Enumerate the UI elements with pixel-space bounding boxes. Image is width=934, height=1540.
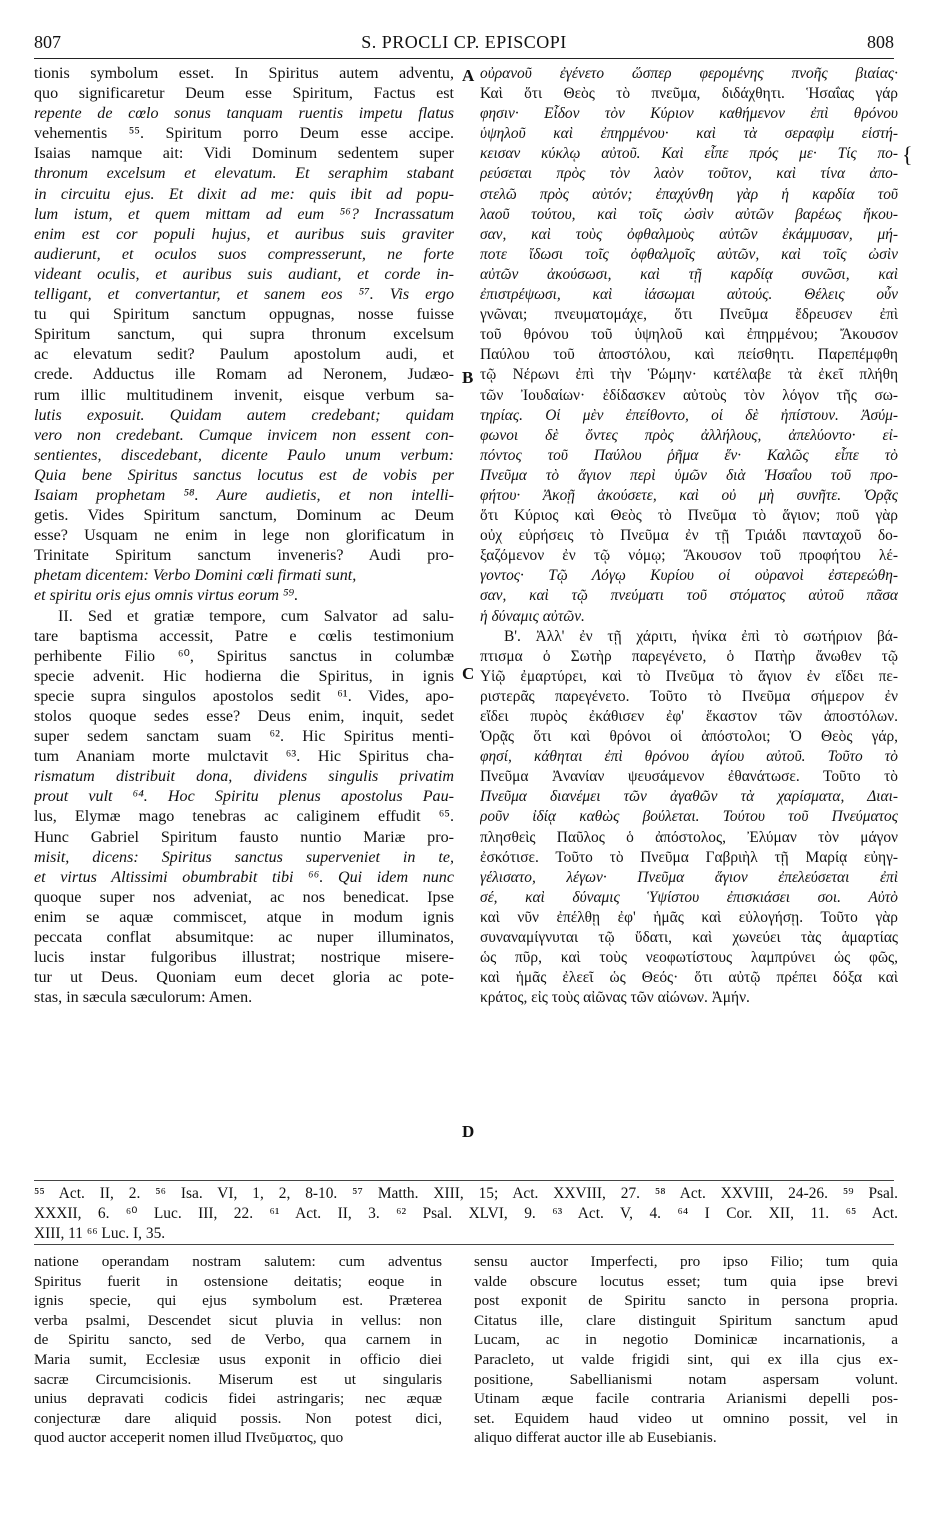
- latin-text-line: in circuitu ejus. Et dixit ad me: quis ibit ad popu-: [34, 185, 454, 203]
- greek-text-line: τοῦ θρόνου τοῦ ὑψηλοῦ καὶ ἐπηρμένου; Ἄκουσον: [480, 326, 898, 344]
- latin-text-line: Isaias namque ait: Vidi Dominum sedentem super: [34, 145, 454, 163]
- latin-text-line: specie supra singulos apostolos sedit ⁶¹. Vides, apo-: [34, 687, 454, 705]
- note-line: Lucam, ac in negotio Dominicæ incarnationis, a: [474, 1331, 898, 1349]
- greek-text-line: πλησθεὶς Παῦλος ὁ ἀπόστολος, Ἐλύμαν τὸν μάγον: [480, 828, 898, 846]
- latin-text-line: rum illic multitudinem invenit, eisque verbum sa-: [34, 386, 454, 404]
- greek-text-line: ὑψηλοῦ καὶ ἐπηρμένου· καὶ τὰ σεραφὶμ εἱστή-: [480, 125, 898, 143]
- note-line: Maria sumit, Ecclesiæ usus exponit in officio diei: [34, 1350, 442, 1368]
- greek-text-line: ὡς πῦρ, καὶ τοὺς νεοφωτίστους λαμπρύνει ὡς φῶς,: [480, 949, 898, 967]
- notes-left-column: [34, 1252, 442, 1448]
- greek-text-line: φησιν· Εἶδον τὸν Κύριον καθήμενον ἐπὶ θρόνου: [480, 105, 898, 123]
- greek-text-line: ἡ δύναμις αὐτῶν.: [480, 607, 585, 625]
- latin-text-line: ac elevatum sedit? Paulum apostolum audi, et: [34, 346, 454, 364]
- latin-text-line: tur ut Deus. Quoniam eum decet gloria ac pote-: [34, 969, 454, 987]
- latin-text-line: II. Sed et gratiæ tempore, cum Salvator ad salu-: [58, 607, 454, 625]
- greek-text-line: αὐτῶν ἀκούσωσι, καὶ τῇ καρδίᾳ συνῶσι, καὶ: [480, 265, 898, 283]
- greek-text-line: τῷ Νέρωνι ἐπὶ τὴν Ῥώμην· κατέλαβε τὰ ἐκεῖ πλήθη: [480, 366, 898, 384]
- note-line: verba psalmi, Descendet sicut pluvia in vellus: non: [34, 1311, 442, 1329]
- greek-text-line: στελῶ πρὸς αὐτόν; ἐπαχύνθη γὰρ ἡ καρδία τοῦ: [480, 185, 898, 203]
- greek-text-line: οὐρανοῦ ἐγένετο ὥσπερ φερομένης πνοῆς βιαίας·: [480, 65, 898, 82]
- greek-text-line: Καὶ ὅτι Θεὸς τὸ πνεῦμα, διδάχθητι. Ἡσαΐας γάρ: [480, 85, 898, 103]
- latin-text-line: phetam dicentem: Verbo Domini cœli firmati sunt,: [34, 567, 357, 585]
- greek-text-line: πτισμα ὁ Σωτὴρ παρεγένετο, ὁ Πατὴρ ἄνωθεν τῷ: [480, 647, 898, 665]
- footnote-line: XIII, 11 ⁶⁶ Luc. I, 35.: [34, 1225, 166, 1242]
- greek-text-line: φήτου· Ἀκοῇ ἀκούσετε, καὶ οὐ μὴ συνῆτε. Ὁρᾷς: [480, 486, 898, 504]
- note-line: valde obscure locutus esset; tum quia ipse brevi: [474, 1272, 898, 1290]
- latin-text-line: et virtus Altissimi obumbrabit tibi ⁶⁶. Qui idem nunc: [34, 868, 454, 886]
- greek-text-line: Β'. Ἀλλ' ἐν τῇ χάριτι, ἡνίκα ἐπὶ τὸ σωτήριον βά-: [504, 627, 898, 645]
- margin-brace: {: [902, 142, 913, 167]
- greek-text-line: Πνεῦμα τὸ ἅγιον περὶ ὑμῶν διὰ Ἡσαΐου τοῦ προ-: [480, 466, 898, 484]
- margin-letter-c: C: [462, 664, 475, 683]
- margin-letter-d: D: [462, 1122, 475, 1141]
- greek-text-line: ἐπιστρέψωσι, καὶ ἰάσωμαι αὐτούς. Θέλεις οὖν: [480, 286, 898, 304]
- note-line: positione, Sabellianismi notam aspersam volunt.: [474, 1370, 898, 1388]
- latin-text-line: stas, in sæcula sæculorum: Amen.: [34, 989, 253, 1007]
- latin-text-line: lucis instar fulgoribus illustrat; nostrique misere-: [34, 949, 454, 967]
- greek-text-line: καὶ νῦν ἐπέλθῃ ἐφ' ἡμᾶς καὶ εὐλογήσῃ. Τοῦτο γὰρ: [480, 908, 898, 926]
- greek-text-line: Υἱῷ ἐμαρτύρει, καὶ τὸ Πνεῦμα τὸ ἅγιον ἐν εἴδει πε-: [480, 667, 898, 685]
- latin-text-line: enim se aquæ commiscet, atque in modum ignis: [34, 908, 454, 926]
- latin-text-line: thronum excelsum et elevatum. Et seraphim stabant: [34, 165, 454, 183]
- latin-text-line: quo significaretur Deum esse Spiritum, Factus est: [34, 85, 454, 103]
- footnote-line: XXXII, 6. ⁶⁰ Luc. III, 22. ⁶¹ Act. II, 3. ⁶² Psal. XLVI, 9. ⁶³ Act. V, 4. ⁶⁴ I Cor. XII, 11. ⁶⁵ Act.: [34, 1205, 898, 1222]
- greek-text-line: πόντος τοῦ Παύλου ῥῆμα ἕν· Καλῶς εἶπε τὸ: [480, 446, 898, 464]
- latin-text-line: Hunc Gabriel Spiritum fausto nuntio Mariæ pro-: [34, 828, 454, 846]
- greek-text-line: ρεύσεται πρὸς τὸν λαὸν τοῦτον, καὶ τίνα ἀπο-: [480, 165, 898, 183]
- header-rule: [34, 58, 894, 59]
- latin-text-line: lutis exposuit. Quidam autem credebant; quidam: [34, 406, 454, 424]
- latin-text-line: sentientes, discedebant, dicente Paulo unum verbum:: [34, 446, 454, 464]
- greek-text-line: Πνεῦμα διανέμει τῶν ἀγαθῶν τὰ χαρίσματα, Διαι-: [480, 788, 898, 806]
- latin-text-line: et spiritu oris ejus omnis virtus eorum ⁵⁹.: [34, 587, 299, 605]
- latin-text-line: misit, dicens: Spiritus sanctus superveniet in te,: [34, 848, 454, 866]
- greek-text-line: σαν, καὶ τῷ πνεύματι τοῦ στόματος αὐτοῦ πᾶσα: [480, 587, 898, 605]
- latin-text-line: repente de cœlo sonus tanquam ruentis impetu flatus: [34, 105, 454, 123]
- latin-text-line: videant oculis, et auribus suis audiant, et corde in-: [34, 265, 454, 283]
- greek-text-line: οὐχ εὑρήσεις τὸ Πνεῦμα ἐν τῇ Τριάδι πανταχοῦ δο-: [480, 527, 898, 545]
- page-header: [34, 32, 894, 56]
- note-line: sensu auctor Imperfecti, pro ipso Filio; tum quia: [474, 1253, 898, 1270]
- latin-text-line: peccata conflat absumitque: ac nuper illuminatos,: [34, 929, 454, 947]
- greek-text-line: ποτε ἴδωσι τοῖς ὀφθαλμοῖς αὐτῶν, καὶ τοῖς ὠσὶν: [480, 245, 898, 263]
- latin-text-line: getis. Vides Spiritum sanctum, Dominum ac Deum: [34, 507, 454, 525]
- latin-text-line: Quia bene Spiritus sanctus locutus est de vobis per: [34, 466, 454, 484]
- latin-text-line: specie advenit. Hic hodierna die Spiritus, in ignis: [34, 667, 454, 685]
- greek-text-line: φωνοι δὲ ὄντες πρὸς ἀλλήλους, ἀπελύοντο· εἰ-: [480, 426, 898, 444]
- latin-text-line: enim est cor populi hujus, et auribus suis graviter: [34, 225, 454, 243]
- greek-text-line: συναναμίγνυται τῷ ὕδατι, καὶ χωνεύει τὰς ἁμαρτίας: [480, 929, 898, 947]
- greek-text-line: ἐσκότισε. Τοῦτο τὸ Πνεῦμα Γαβριὴλ τῇ Μαρίᾳ εὐηγ-: [480, 848, 898, 866]
- latin-text-line: vehementis ⁵⁵. Spiritum porro Deum esse accipe.: [34, 125, 454, 143]
- note-line: Spiritus fuerit in ostensione deitatis; eoque in: [34, 1272, 442, 1290]
- latin-text-line: stolos quoque sedes esse? Deus enim, inquit, sedet: [34, 708, 454, 725]
- note-line: Paracleto, ut valde frigidi sint, qui ex illa cjus ex-: [474, 1350, 898, 1368]
- footnote-rule: [34, 1180, 894, 1181]
- latin-text-line: tare baptisma accessit, Patre e cœlis testimonium: [34, 627, 454, 645]
- latin-text-line: tum Ananiam morte mulctavit ⁶³. Hic Spiritus cha-: [34, 748, 454, 766]
- running-title: S. PROCLI CP. EPISCOPI: [361, 32, 567, 52]
- note-line: set. Equidem haud video ut omnino possit, vel in: [474, 1409, 898, 1427]
- latin-text-line: lus, Elymæ mago tenebras ac caliginem effudit ⁶⁵.: [34, 808, 454, 826]
- margin-letter-a: A: [462, 66, 475, 85]
- greek-text-line: τηρίας. Οἱ μὲν ἐπείθοντο, οἱ δὲ ἠπίστουν. Ἀσύμ-: [480, 406, 898, 424]
- note-line: post exponit de Spiritu sancto in persona propria.: [474, 1292, 898, 1310]
- note-line: aliquo differat auctor ille ab Eusebianis.: [474, 1429, 717, 1447]
- footnote-line: ⁵⁵ Act. II, 2. ⁵⁶ Isa. VI, 1, 2, 8-10. ⁵⁷ Matth. XIII, 15; Act. XXVIII, 27. ⁵⁸ Act. XXVIII, 24-26. ⁵⁹ Psal.: [34, 1185, 898, 1202]
- greek-text-line: Πνεῦμα Ἀνανίαν ψευσάμενον ἐθανάτωσε. Τοῦτο τὸ: [480, 768, 898, 786]
- latin-text-line: tu qui Spiritum sanctum oppugnas, nosse fuisse: [34, 306, 454, 324]
- greek-text-line: γοντος· Τῷ Λόγῳ Κυρίου οἱ οὐρανοὶ ἐστερεώθη-: [480, 567, 898, 585]
- greek-text-line: ξαζόμενον ἐν τῷ νόμῳ; Ἄκουσον τοῦ προφήτου λέ-: [480, 547, 898, 565]
- greek-text-line: γέλισατο, λέγων· Πνεῦμα ἅγιον ἐπελεύσεται ἐπὶ: [480, 868, 898, 886]
- page-number-left: 807: [34, 32, 61, 52]
- greek-text-line: φησί, κάθηται ἐπὶ θρόνου ἁγίου αὐτοῦ. Τοῦτο τὸ: [480, 748, 898, 766]
- latin-text-line: rismatum distribuit dona, dividens singulis privatim: [34, 768, 454, 786]
- latin-text-line: tionis symbolum esset. In Spiritus autem adventu,: [34, 65, 454, 82]
- note-line: natione operandam nostram salutem: cum adventus: [34, 1253, 442, 1270]
- latin-column: [34, 64, 454, 1008]
- latin-text-line: prout vult ⁶⁴. Hoc Spiritu plenus apostolus Pau-: [34, 788, 454, 806]
- greek-text-line: σέ, καὶ δύναμις Ὑψίστου ἐπισκιάσει σοι. Αὐτὸ: [480, 888, 898, 906]
- greek-text-line: Ὁρᾷς ὅτι καὶ θρόνοι οἱ ἀπόστολοι; Ὁ Θεὸς γάρ,: [480, 728, 898, 746]
- greek-text-line: γνῶναι; πνευματομάχε, ὅτι Πνεῦμα ἔδρευσεν ἐπὶ: [480, 306, 898, 324]
- latin-text-line: telligant, et convertantur, et sanem eos ⁵⁷. Vis ergo: [34, 286, 454, 304]
- latin-text-line: esse? Usquam ne enim in lege non glorificatum in: [34, 527, 454, 545]
- greek-text-line: τῶν Ἰουδαίων· ἐδίδασκεν αὐτοὺς τὸν λόγον τῆς σω-: [480, 386, 898, 404]
- footnotes: [34, 1184, 898, 1244]
- note-line: sacræ Circumcisionis. Miserum est ut singularis: [34, 1370, 442, 1388]
- latin-text-line: Trinitate Spiritum sanctum inveneris? Audi pro-: [34, 547, 454, 565]
- greek-text-line: ροῦν ἰδίᾳ καθὼς βούλεται. Τούτου τοῦ Πνεύματος: [480, 808, 898, 826]
- latin-text-line: Spiritum sanctum, qui supra thronum excelsum: [34, 326, 454, 344]
- greek-column: [480, 64, 898, 1008]
- latin-text-line: Isaiam prophetam ⁵⁸. Aure audietis, et non intelli-: [34, 486, 454, 504]
- note-line: ignis specie, qui ejus symbolum est. Præterea: [34, 1292, 442, 1310]
- latin-text-line: super sedem sanctam suam ⁶². Hic Spiritus menti-: [34, 728, 454, 746]
- latin-text-line: audierunt, et oculos suos compresserunt, ne forte: [34, 245, 454, 263]
- page-number-right: 808: [867, 32, 894, 52]
- greek-text-line: σαν, καὶ τοὺς ὀφθαλμοὺς αὐτῶν ἐκάμμυσαν, μή-: [480, 225, 898, 243]
- note-line: quod auctor acceperit nomen illud Πνεῦματος, quo: [34, 1429, 344, 1447]
- greek-text-line: κράτος, εἰς τοὺς αἰῶνας τῶν αἰώνων. Ἀμήν.: [480, 989, 750, 1007]
- latin-text-line: lum istum, et quem mittam ad eum ⁵⁶? Incrassatum: [34, 205, 454, 223]
- latin-text-line: crede. Adductus ille Romam ad Neronem, Judæo-: [34, 366, 454, 384]
- note-line: conjecturæ dare aliquid possis. Non potest dici,: [34, 1409, 442, 1427]
- latin-text-line: vero non credebant. Cumque invicem non essent con-: [34, 426, 454, 444]
- greek-text-line: λαοῦ τούτου, καὶ τοῖς ὠσὶν αὐτῶν βαρέως ἤκου-: [480, 205, 898, 223]
- greek-text-line: ριστερᾶς παρεγένετο. Τοῦτο τὸ Πνεῦμα σήμερον ἐν: [480, 687, 898, 705]
- notes-right-column: [474, 1252, 898, 1448]
- greek-text-line: Παύλου τοῦ ἀποστόλου, καὶ πείσθητι. Παρεπέμφθη: [480, 346, 898, 364]
- note-line: Utinam æque facile contraria Arianismi depelli pos-: [474, 1390, 898, 1408]
- note-line: de Spiritu sancto, sed de Verbo, qua carnem in: [34, 1331, 442, 1349]
- greek-text-line: ὅτι Κύριος καὶ Θεὸς τὸ Πνεῦμα τὸ ἅγιον; ποῦ γὰρ: [480, 507, 898, 525]
- greek-text-line: εἴδει πυρὸς ἐκάθισεν ἐφ' ἕκαστον τῶν ἀποστόλων.: [480, 708, 898, 725]
- note-line: unius depravati codicis fidei astringaris; nec æquæ: [34, 1390, 442, 1408]
- notes-rule: [34, 1244, 894, 1245]
- greek-text-line: κεισαν κύκλῳ αὐτοῦ. Καὶ εἶπε πρός με· Τίς πο-: [480, 145, 898, 163]
- latin-text-line: quoque super nos adveniat, ac nos benedicat. Ipse: [34, 888, 454, 906]
- latin-text-line: perhibente Filio ⁶⁰, Spiritus sanctus in columbæ: [34, 647, 454, 665]
- margin-letter-b: B: [462, 368, 474, 387]
- note-line: Citatus ille, clare distinguit Spiritum sanctum apud: [474, 1311, 898, 1329]
- greek-text-line: καὶ ἡμᾶς ἐλεεῖ ὡς Θεός· ὅτι αὐτῷ πρέπει δόξα καὶ: [480, 969, 898, 987]
